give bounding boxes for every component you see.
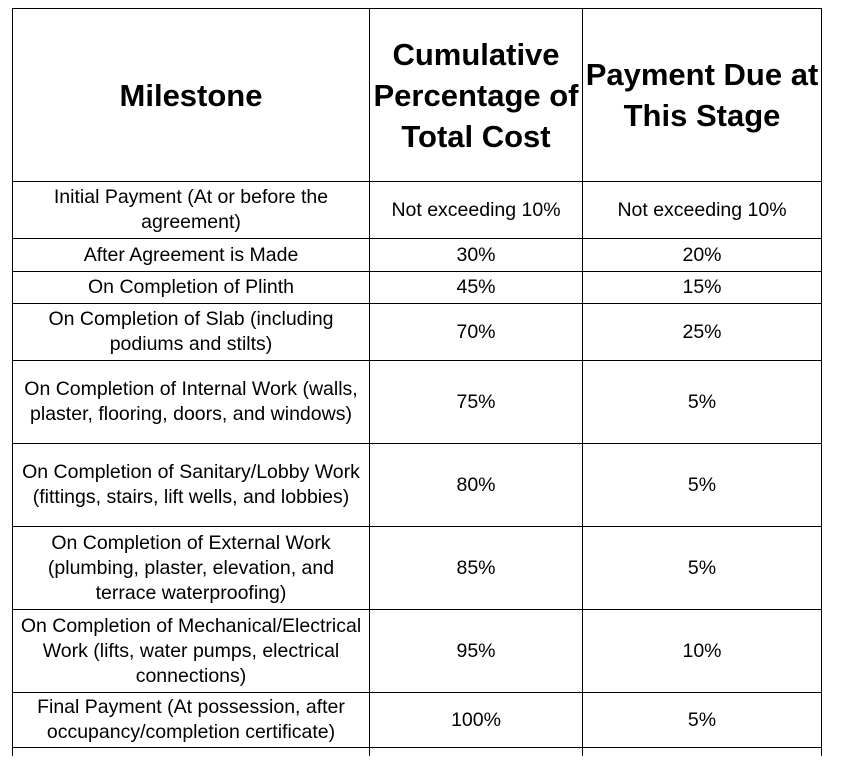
- payment-schedule-container: [12, 8, 821, 756]
- milestone-cell: Final Payment (At possession, after occupancy/completion certificate): [13, 693, 370, 748]
- table-row: [13, 304, 822, 361]
- cumulative-cell: 75%: [370, 361, 583, 444]
- cumulative-cell: 100%: [370, 693, 583, 748]
- payment-cell: 5%: [583, 361, 822, 444]
- payment-cell: 20%: [583, 239, 822, 272]
- milestone-cell: On Completion of External Work (plumbing, plaster, elevation, and terrace waterproofing): [13, 527, 370, 610]
- table-row: [13, 444, 822, 527]
- milestone-cell: On Completion of Internal Work (walls, plaster, flooring, doors, and windows): [13, 361, 370, 444]
- cumulative-cell: Not exceeding 10%: [370, 182, 583, 239]
- table-row: [13, 361, 822, 444]
- milestone-cell: After Agreement is Made: [13, 239, 370, 272]
- empty-cell: [13, 748, 370, 757]
- table-row: [13, 693, 822, 748]
- table-row: [13, 239, 822, 272]
- milestone-cell: Initial Payment (At or before the agreement): [13, 182, 370, 239]
- payment-cell: 5%: [583, 444, 822, 527]
- table-row: [13, 182, 822, 239]
- cumulative-cell: 45%: [370, 272, 583, 304]
- payment-cell: 5%: [583, 527, 822, 610]
- cumulative-cell: 30%: [370, 239, 583, 272]
- cumulative-cell: 95%: [370, 610, 583, 693]
- table-row: [13, 610, 822, 693]
- table-row: [13, 272, 822, 304]
- header-milestone: Milestone: [13, 9, 370, 182]
- header-payment-due: Payment Due at This Stage: [583, 9, 822, 182]
- payment-cell: 10%: [583, 610, 822, 693]
- milestone-cell: On Completion of Mechanical/Electrical Work (lifts, water pumps, electrical connections): [13, 610, 370, 693]
- table-row-partial: [13, 748, 822, 757]
- milestone-cell: On Completion of Sanitary/Lobby Work (fittings, stairs, lift wells, and lobbies): [13, 444, 370, 527]
- empty-cell: [370, 748, 583, 757]
- payment-cell: 15%: [583, 272, 822, 304]
- header-cumulative-percentage: Cumulative Percentage of Total Cost: [370, 9, 583, 182]
- milestone-cell: On Completion of Slab (including podiums and stilts): [13, 304, 370, 361]
- payment-cell: 25%: [583, 304, 822, 361]
- cumulative-cell: 80%: [370, 444, 583, 527]
- cumulative-cell: 70%: [370, 304, 583, 361]
- table-row: [13, 527, 822, 610]
- empty-cell: [583, 748, 822, 757]
- cumulative-cell: 85%: [370, 527, 583, 610]
- milestone-cell: On Completion of Plinth: [13, 272, 370, 304]
- payment-cell: 5%: [583, 693, 822, 748]
- payment-schedule-table: [12, 8, 822, 756]
- payment-cell: Not exceeding 10%: [583, 182, 822, 239]
- header-row: [13, 9, 822, 182]
